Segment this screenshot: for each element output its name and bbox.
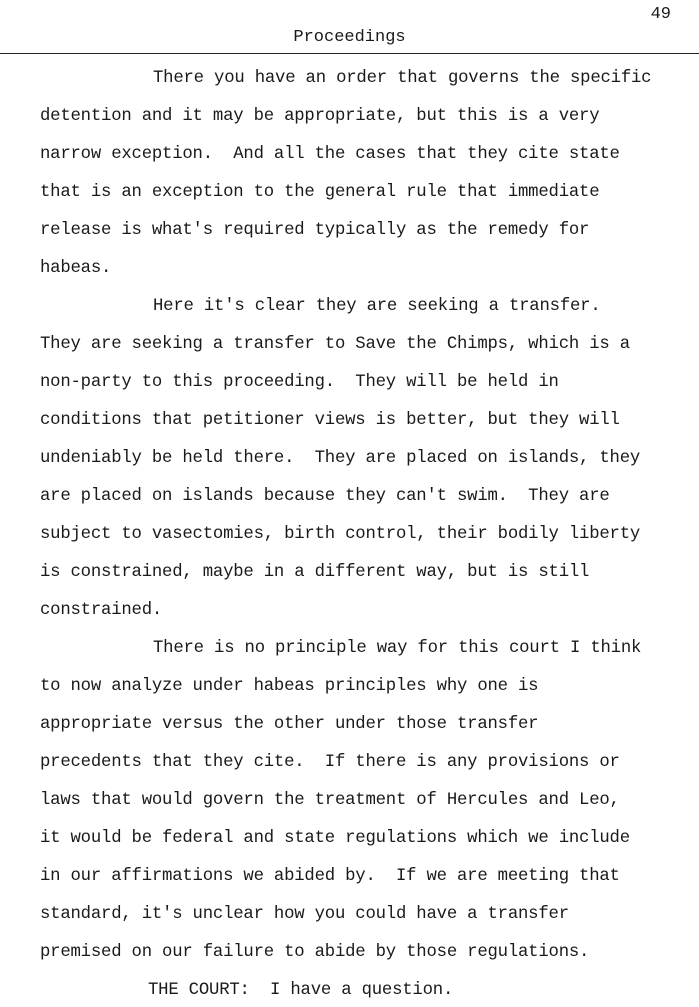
- transcript-line-23: standard, it's unclear how you could have a transfer: [40, 905, 569, 924]
- transcript-line-21: it would be federal and state regulations which we include: [40, 829, 630, 848]
- transcript-line-18: appropriate versus the other under those transfer: [40, 715, 539, 734]
- page-header-title: Proceedings: [293, 28, 406, 47]
- transcript-line-3: narrow exception. And all the cases that they cite state: [40, 145, 620, 164]
- transcript-line-25: THE COURT: I have a question.: [148, 981, 454, 1000]
- transcript-line-2: detention and it may be appropriate, but this is a very: [40, 107, 600, 126]
- transcript-line-22: in our affirmations we abided by. If we are meeting that: [40, 867, 620, 886]
- transcript-line-1: There you have an order that governs the specific: [153, 69, 652, 88]
- transcript-line-17: to now analyze under habeas principles why one is: [40, 677, 539, 696]
- transcript-line-5: release is what's required typically as the remedy for: [40, 221, 590, 240]
- transcript-line-7: Here it's clear they are seeking a transfer.: [153, 297, 601, 316]
- transcript-line-6: habeas.: [40, 259, 112, 278]
- transcript-line-11: undeniably be held there. They are placed on islands, they: [40, 449, 641, 468]
- transcript-line-15: constrained.: [40, 601, 163, 620]
- transcript-line-13: subject to vasectomies, birth control, their bodily liberty: [40, 525, 641, 544]
- transcript-line-16: There is no principle way for this court I think: [153, 639, 642, 658]
- transcript-line-8: They are seeking a transfer to Save the Chimps, which is a: [40, 335, 630, 354]
- transcript-line-9: non-party to this proceeding. They will be held in: [40, 373, 559, 392]
- transcript-line-19: precedents that they cite. If there is any provisions or: [40, 753, 620, 772]
- page-number: 49: [650, 5, 671, 24]
- transcript-line-24: premised on our failure to abide by those regulations.: [40, 943, 590, 962]
- transcript-line-20: laws that would govern the treatment of Hercules and Leo,: [40, 791, 620, 810]
- transcript-line-10: conditions that petitioner views is better, but they will: [40, 411, 620, 430]
- transcript-line-14: is constrained, maybe in a different way, but is still: [40, 563, 590, 582]
- transcript-line-4: that is an exception to the general rule that immediate: [40, 183, 600, 202]
- transcript-line-12: are placed on islands because they can't swim. They are: [40, 487, 610, 506]
